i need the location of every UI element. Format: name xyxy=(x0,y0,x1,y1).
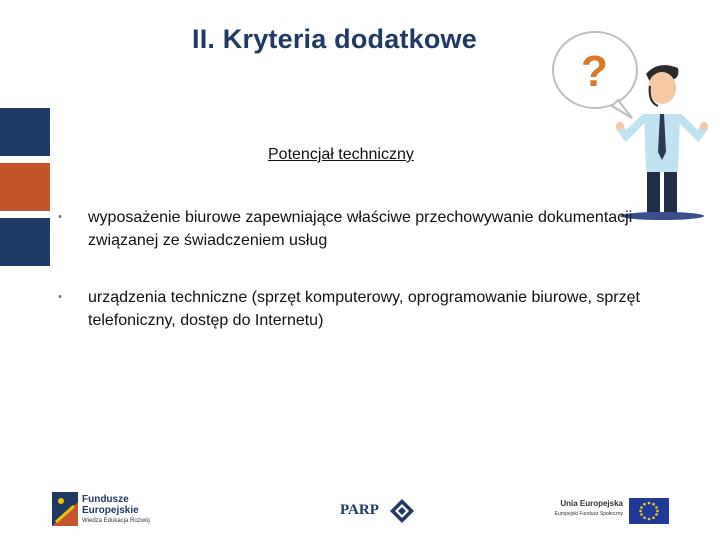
fe-logo-line1: Fundusze xyxy=(82,494,129,505)
eu-flag-icon xyxy=(629,498,669,524)
side-block-blue-top xyxy=(0,108,50,156)
fe-logo-icon xyxy=(52,492,78,526)
ue-logo-line2: Europejski Fundusz Społeczny xyxy=(554,511,623,517)
bullet-marker: • xyxy=(58,211,62,223)
side-block-orange xyxy=(0,163,50,211)
unia-europejska-logo xyxy=(545,496,670,526)
ue-logo-line1: Unia Europejska xyxy=(560,499,623,508)
fe-logo-line2: Europejskie xyxy=(82,505,139,516)
side-block-blue-bottom xyxy=(0,218,50,266)
question-illustration xyxy=(540,22,720,222)
question-speech-bubble-icon xyxy=(553,32,637,118)
bullet-marker: • xyxy=(58,291,62,303)
section-subtitle: Potencjał techniczny xyxy=(268,146,414,163)
parp-logo-text: PARP xyxy=(340,502,379,518)
fundusze-europejskie-logo xyxy=(52,490,172,530)
question-mark: ? xyxy=(581,47,608,96)
slide-title: II. Kryteria dodatkowe xyxy=(192,24,477,54)
parp-logo xyxy=(340,496,420,526)
bullet-text: urządzenia techniczne (sprzęt komputerowy, oprogramowanie biurowe, sprzęt telefoniczny, dostęp do Internetu) xyxy=(88,289,640,329)
fe-logo-tagline: Wiedza Edukacja Rozwój xyxy=(82,518,150,524)
bullet-text: wyposażenie biurowe zapewniające właściwe przechowywanie dokumentacji związanej ze świadczeniem usług xyxy=(88,209,633,249)
parp-logo-icon xyxy=(390,499,414,523)
